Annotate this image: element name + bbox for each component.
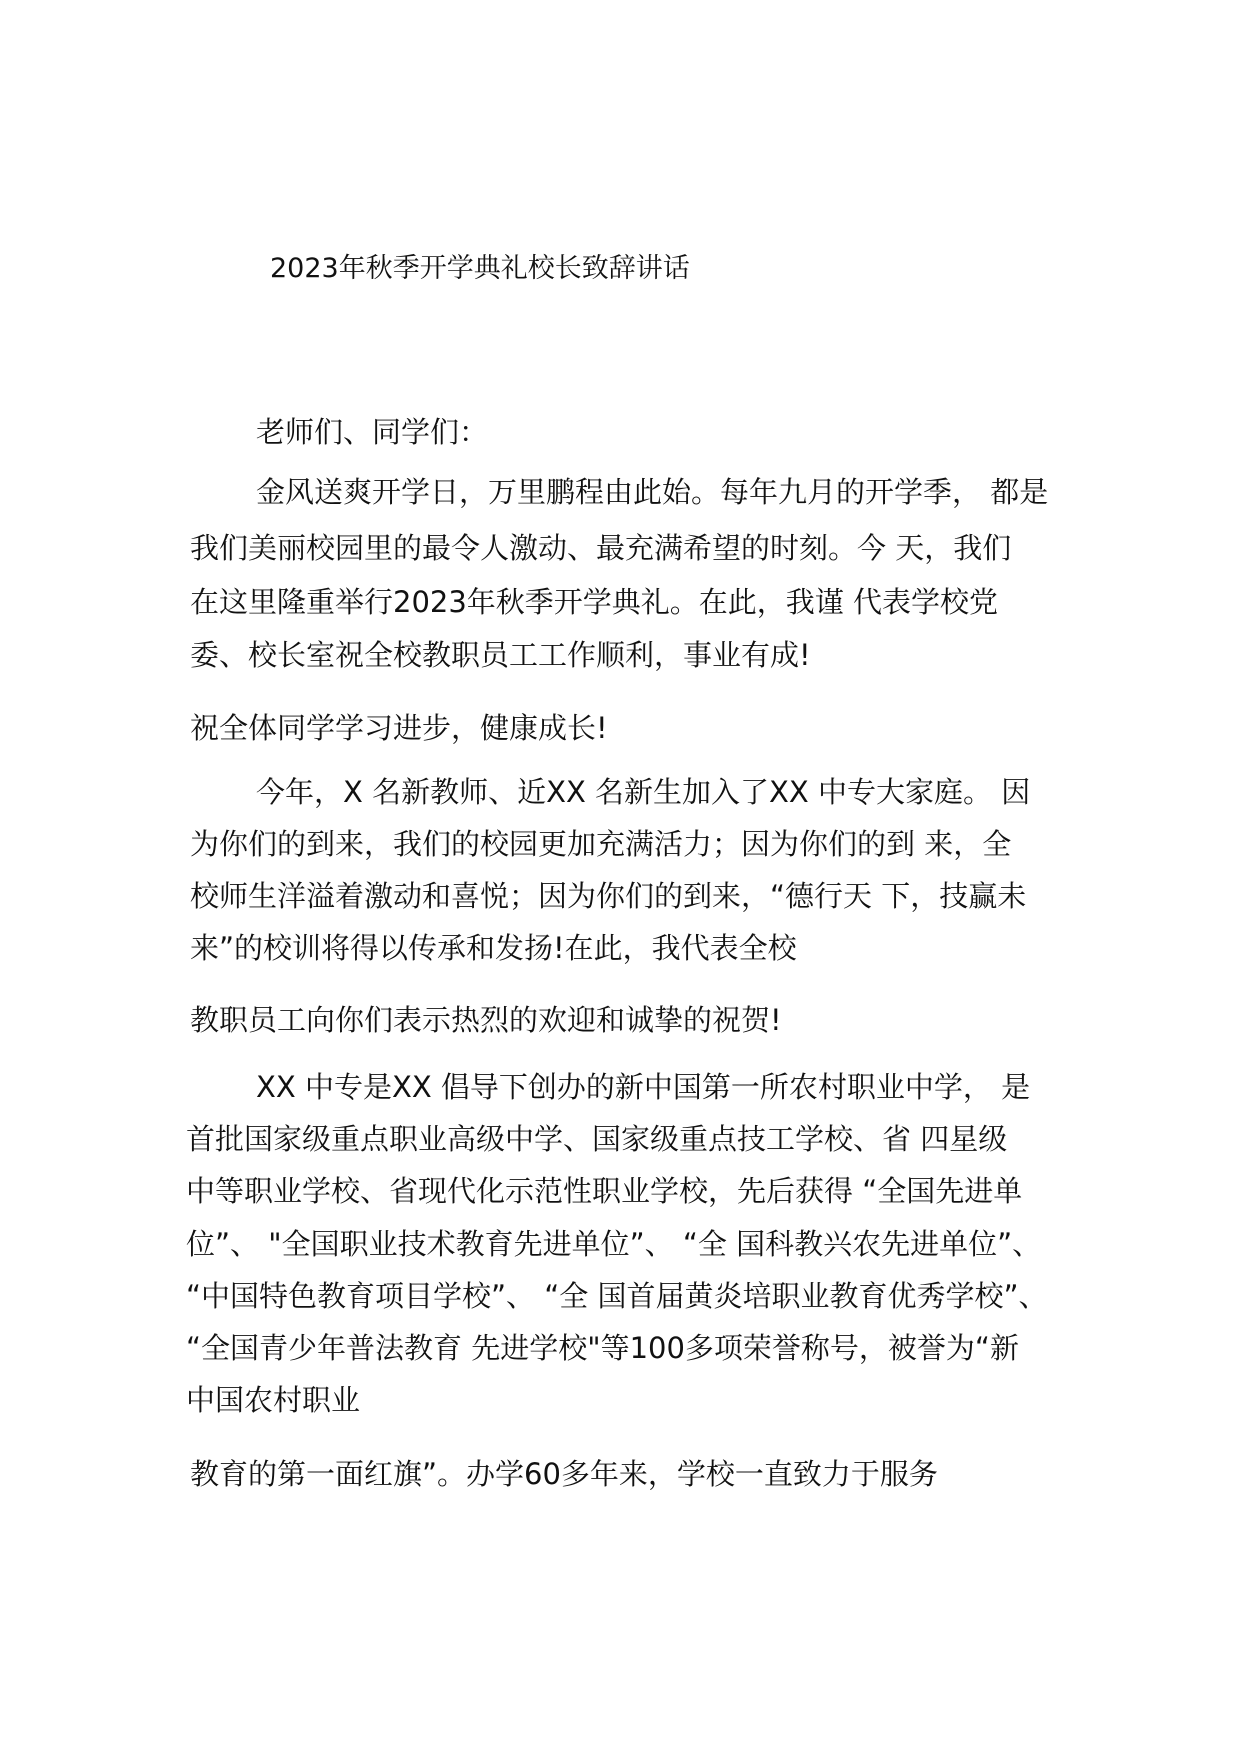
paragraph-5-line-7: 中国农村职业 (186, 1383, 361, 1417)
paragraph-5-line-3: 中等职业学校、省现代化示范性职业学校，先后获得 “全国先进单 (186, 1174, 1023, 1208)
salutation: 老师们、同学们： (256, 415, 489, 449)
paragraph-2-line-1: 祝全体同学学习进步，健康成长! (190, 711, 608, 745)
paragraph-1-line-2: 我们美丽校园里的最令人激动、最充满希望的时刻。今 天，我们 (190, 531, 1012, 565)
paragraph-1-line-3: 在这里隆重举行2023年秋季开学典礼。在此，我谨 代表学校党 (190, 585, 999, 619)
paragraph-5-line-5: “中国特色教育项目学校”、 “全 国首届黄炎培职业教育优秀学校”、 (186, 1279, 1048, 1313)
document-title: 2023年秋季开学典礼校长致辞讲话 (270, 253, 690, 284)
paragraph-5-line-2: 首批国家级重点职业高级中学、国家级重点技工学校、省 四星级 (186, 1122, 1008, 1156)
paragraph-6-line-1: 教育的第一面红旗”。办学60多年来，学校一直致力于服务 (190, 1457, 938, 1491)
paragraph-3-line-4: 来”的校训将得以传承和发扬!在此，我代表全校 (190, 931, 797, 965)
paragraph-1-line-4: 委、校长室祝全校教职员工工作顺利，事业有成! (190, 638, 811, 672)
paragraph-4-line-1: 教职员工向你们表示热烈的欢迎和诚挚的祝贺! (190, 1003, 782, 1037)
paragraph-1-line-1: 金风送爽开学日，万里鹏程由此始。每年九月的开学季， 都是 (256, 475, 1049, 509)
paragraph-5-line-1: XX 中专是XX 倡导下创办的新中国第一所农村职业中学， 是 (256, 1070, 1031, 1104)
paragraph-5-line-4: 位”、 "全国职业技术教育先进单位”、 “全 国科教兴农先进单位”、 (186, 1227, 1042, 1261)
paragraph-3-line-2: 为你们的到来，我们的校园更加充满活力；因为你们的到 来，全 (190, 827, 1012, 861)
paragraph-3-line-1: 今年，X 名新教师、近XX 名新生加入了XX 中专大家庭。 因 (256, 775, 1031, 809)
paragraph-5-line-6: “全国青少年普法教育 先进学校"等100多项荣誉称号，被誉为“新 (186, 1331, 1019, 1365)
paragraph-3-line-3: 校师生洋溢着激动和喜悦；因为你们的到来，“德行天 下，技赢未 (190, 879, 1027, 913)
